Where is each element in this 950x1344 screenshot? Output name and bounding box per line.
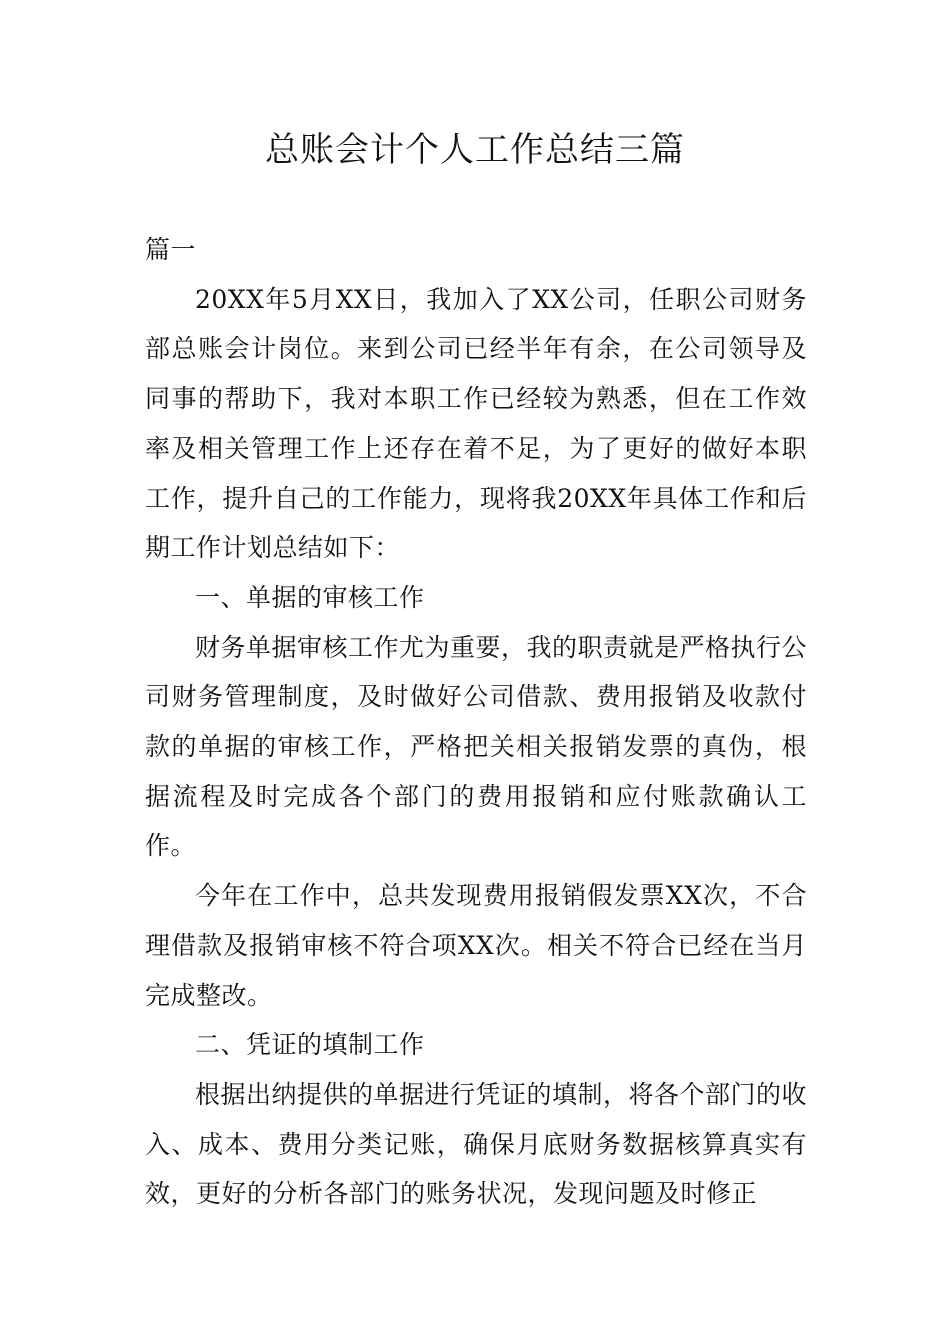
paragraph-document-review: 财务单据审核工作尤为重要，我的职责就是严格执行公司财务管理制度，及时做好公司借款、费用报销及收款付款的单据的审核工作，严格把关相关报销发票的真伪，根据流程及时完成各个部门的费用报销和应付账款确认工作。	[145, 632, 808, 861]
paragraph-voucher-preparation: 根据出纳提供的单据进行凭证的填制，将各个部门的收入、成本、费用分类记账，确保月底财务数据核算真实有效，更好的分析各部门的账务状况，发现问题及时修正	[145, 1079, 808, 1209]
paragraph-intro: 20XX年5月XX日，我加入了XX公司，任职公司财务部总账会计岗位。来到公司已经半年有余，在公司领导及同事的帮助下，我对本职工作已经较为熟悉，但在工作效率及相关管理工作上还存在着不足，为了更好的做好本职工作，提升自己的工作能力，现将我20XX年具体工作和后期工作计划总结如下：	[145, 284, 807, 563]
paragraph-review-results: 今年在工作中，总共发现费用报销假发票XX次，不合理借款及报销审核不符合项XX次。相关不符合已经在当月完成整改。	[145, 881, 807, 1010]
section-label: 篇一	[145, 235, 197, 264]
heading-document-review: 一、单据的审核工作	[195, 582, 425, 612]
heading-voucher-preparation: 二、凭证的填制工作	[195, 1030, 425, 1060]
document-title: 总账会计个人工作总结三篇	[265, 130, 685, 170]
document-body	[145, 225, 807, 1219]
